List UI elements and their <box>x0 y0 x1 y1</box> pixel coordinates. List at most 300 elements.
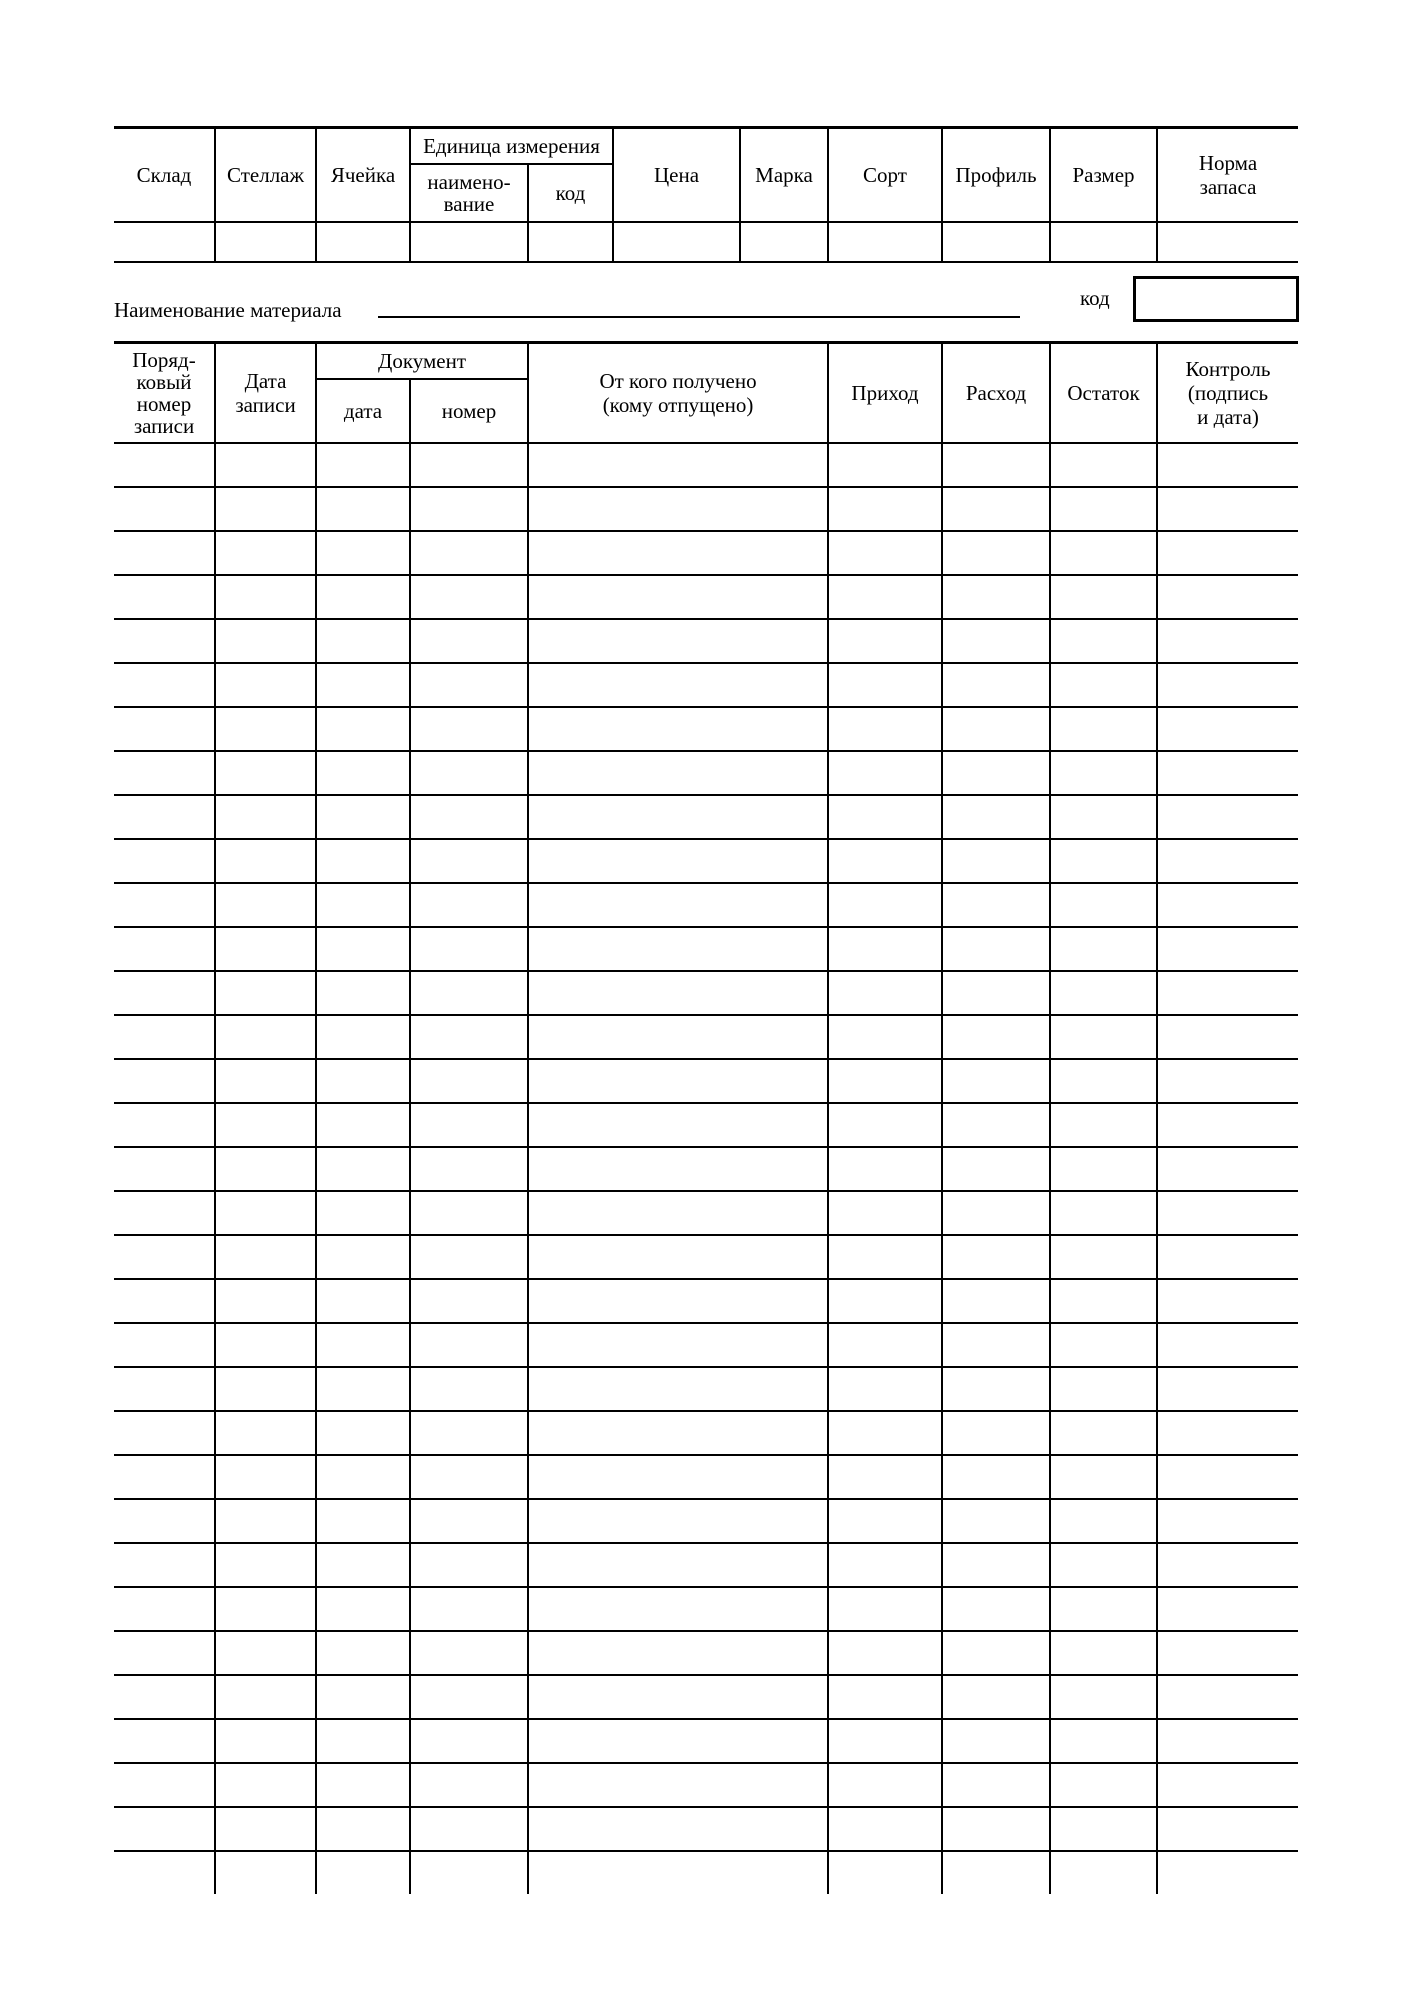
cell-income[interactable] <box>828 1631 942 1675</box>
cell-entry-date[interactable] <box>215 1763 316 1807</box>
cell-control[interactable] <box>1157 1235 1298 1279</box>
cell-entry-date[interactable] <box>215 1367 316 1411</box>
cell-doc-number[interactable] <box>410 795 528 839</box>
cell-control[interactable] <box>1157 707 1298 751</box>
cell-from-to[interactable] <box>528 1367 828 1411</box>
cell-control[interactable] <box>1157 1807 1298 1851</box>
cell-doc-date[interactable] <box>316 883 410 927</box>
cell-expense[interactable] <box>942 751 1050 795</box>
cell-doc-date[interactable] <box>316 1367 410 1411</box>
cell-size[interactable] <box>1050 222 1157 262</box>
cell-from-to[interactable] <box>528 1543 828 1587</box>
cell-seq-no[interactable] <box>114 839 215 883</box>
cell-unit-code[interactable] <box>528 222 613 262</box>
cell-balance[interactable] <box>1050 1631 1157 1675</box>
cell-entry-date[interactable] <box>215 487 316 531</box>
cell-seq-no[interactable] <box>114 1103 215 1147</box>
cell-entry-date[interactable] <box>215 575 316 619</box>
cell-entry-date[interactable] <box>215 1279 316 1323</box>
cell-balance[interactable] <box>1050 1015 1157 1059</box>
cell-control[interactable] <box>1157 751 1298 795</box>
cell-income[interactable] <box>828 751 942 795</box>
cell-doc-number[interactable] <box>410 1763 528 1807</box>
cell-doc-date[interactable] <box>316 751 410 795</box>
cell-control[interactable] <box>1157 1147 1298 1191</box>
cell-entry-date[interactable] <box>215 1499 316 1543</box>
cell-income[interactable] <box>828 1235 942 1279</box>
cell-doc-number[interactable] <box>410 1411 528 1455</box>
cell-from-to[interactable] <box>528 1147 828 1191</box>
cell-expense[interactable] <box>942 1499 1050 1543</box>
cell-from-to[interactable] <box>528 1059 828 1103</box>
cell-from-to[interactable] <box>528 1191 828 1235</box>
cell-doc-date[interactable] <box>316 1719 410 1763</box>
cell-control[interactable] <box>1157 531 1298 575</box>
cell-mark[interactable] <box>740 222 828 262</box>
cell-balance[interactable] <box>1050 927 1157 971</box>
cell-seq-no[interactable] <box>114 663 215 707</box>
cell-seq-no[interactable] <box>114 707 215 751</box>
cell-doc-date[interactable] <box>316 1103 410 1147</box>
cell-expense[interactable] <box>942 1367 1050 1411</box>
cell-seq-no[interactable] <box>114 1059 215 1103</box>
cell-from-to[interactable] <box>528 971 828 1015</box>
cell-seq-no[interactable] <box>114 927 215 971</box>
cell-seq-no[interactable] <box>114 1279 215 1323</box>
cell-entry-date[interactable] <box>215 707 316 751</box>
cell-doc-number[interactable] <box>410 1631 528 1675</box>
cell-income[interactable] <box>828 1323 942 1367</box>
cell-from-to[interactable] <box>528 1851 828 1894</box>
cell-seq-no[interactable] <box>114 1455 215 1499</box>
cell-doc-number[interactable] <box>410 1323 528 1367</box>
cell-income[interactable] <box>828 1807 942 1851</box>
cell-control[interactable] <box>1157 1499 1298 1543</box>
cell-income[interactable] <box>828 1675 942 1719</box>
cell-doc-date[interactable] <box>316 1015 410 1059</box>
cell-control[interactable] <box>1157 1851 1298 1894</box>
cell-seq-no[interactable] <box>114 1367 215 1411</box>
cell-entry-date[interactable] <box>215 839 316 883</box>
cell-income[interactable] <box>828 1411 942 1455</box>
cell-expense[interactable] <box>942 883 1050 927</box>
cell-doc-date[interactable] <box>316 1543 410 1587</box>
cell-seq-no[interactable] <box>114 1851 215 1894</box>
cell-income[interactable] <box>828 1279 942 1323</box>
cell-entry-date[interactable] <box>215 1543 316 1587</box>
cell-income[interactable] <box>828 1147 942 1191</box>
cell-doc-date[interactable] <box>316 1147 410 1191</box>
cell-doc-number[interactable] <box>410 1059 528 1103</box>
cell-balance[interactable] <box>1050 839 1157 883</box>
cell-doc-date[interactable] <box>316 1763 410 1807</box>
cell-income[interactable] <box>828 1191 942 1235</box>
cell-expense[interactable] <box>942 1631 1050 1675</box>
cell-entry-date[interactable] <box>215 1675 316 1719</box>
cell-doc-number[interactable] <box>410 1543 528 1587</box>
cell-balance[interactable] <box>1050 1059 1157 1103</box>
cell-doc-number[interactable] <box>410 707 528 751</box>
cell-doc-number[interactable] <box>410 1587 528 1631</box>
cell-doc-number[interactable] <box>410 927 528 971</box>
cell-expense[interactable] <box>942 663 1050 707</box>
cell-expense[interactable] <box>942 1059 1050 1103</box>
cell-seq-no[interactable] <box>114 751 215 795</box>
cell-seq-no[interactable] <box>114 1411 215 1455</box>
cell-balance[interactable] <box>1050 971 1157 1015</box>
cell-income[interactable] <box>828 971 942 1015</box>
cell-entry-date[interactable] <box>215 927 316 971</box>
cell-income[interactable] <box>828 1103 942 1147</box>
cell-balance[interactable] <box>1050 1455 1157 1499</box>
cell-doc-number[interactable] <box>410 1807 528 1851</box>
cell-seq-no[interactable] <box>114 487 215 531</box>
cell-entry-date[interactable] <box>215 1015 316 1059</box>
cell-expense[interactable] <box>942 1455 1050 1499</box>
cell-income[interactable] <box>828 883 942 927</box>
cell-control[interactable] <box>1157 443 1298 487</box>
cell-doc-number[interactable] <box>410 531 528 575</box>
cell-seq-no[interactable] <box>114 1631 215 1675</box>
cell-from-to[interactable] <box>528 1103 828 1147</box>
cell-expense[interactable] <box>942 1411 1050 1455</box>
cell-from-to[interactable] <box>528 1015 828 1059</box>
cell-control[interactable] <box>1157 1015 1298 1059</box>
cell-balance[interactable] <box>1050 1763 1157 1807</box>
cell-balance[interactable] <box>1050 1191 1157 1235</box>
cell-control[interactable] <box>1157 1719 1298 1763</box>
cell-from-to[interactable] <box>528 619 828 663</box>
cell-income[interactable] <box>828 1851 942 1894</box>
cell-seq-no[interactable] <box>114 443 215 487</box>
cell-income[interactable] <box>828 1059 942 1103</box>
cell-expense[interactable] <box>942 1587 1050 1631</box>
cell-doc-date[interactable] <box>316 1059 410 1103</box>
cell-doc-date[interactable] <box>316 1851 410 1894</box>
cell-income[interactable] <box>828 443 942 487</box>
cell-doc-date[interactable] <box>316 1411 410 1455</box>
cell-seq-no[interactable] <box>114 1499 215 1543</box>
cell-entry-date[interactable] <box>215 1851 316 1894</box>
cell-doc-number[interactable] <box>410 619 528 663</box>
cell-entry-date[interactable] <box>215 1235 316 1279</box>
cell-doc-date[interactable] <box>316 1631 410 1675</box>
cell-control[interactable] <box>1157 1103 1298 1147</box>
cell-control[interactable] <box>1157 1455 1298 1499</box>
cell-from-to[interactable] <box>528 1631 828 1675</box>
material-name-field[interactable] <box>378 316 1020 318</box>
cell-balance[interactable] <box>1050 1103 1157 1147</box>
cell-doc-date[interactable] <box>316 707 410 751</box>
cell-control[interactable] <box>1157 1411 1298 1455</box>
cell-expense[interactable] <box>942 1675 1050 1719</box>
cell-seq-no[interactable] <box>114 619 215 663</box>
cell-control[interactable] <box>1157 487 1298 531</box>
cell-entry-date[interactable] <box>215 1631 316 1675</box>
cell-doc-date[interactable] <box>316 663 410 707</box>
cell-seq-no[interactable] <box>114 795 215 839</box>
cell-control[interactable] <box>1157 1367 1298 1411</box>
cell-expense[interactable] <box>942 1807 1050 1851</box>
cell-control[interactable] <box>1157 1543 1298 1587</box>
cell-doc-date[interactable] <box>316 971 410 1015</box>
cell-doc-date[interactable] <box>316 795 410 839</box>
cell-entry-date[interactable] <box>215 883 316 927</box>
cell-profile[interactable] <box>942 222 1050 262</box>
cell-doc-number[interactable] <box>410 971 528 1015</box>
cell-doc-date[interactable] <box>316 1675 410 1719</box>
cell-expense[interactable] <box>942 1191 1050 1235</box>
cell-seq-no[interactable] <box>114 1807 215 1851</box>
cell-expense[interactable] <box>942 1015 1050 1059</box>
cell-stellazh[interactable] <box>215 222 316 262</box>
cell-doc-date[interactable] <box>316 1235 410 1279</box>
cell-entry-date[interactable] <box>215 1587 316 1631</box>
cell-stock-norm[interactable] <box>1157 222 1298 262</box>
cell-expense[interactable] <box>942 1235 1050 1279</box>
cell-seq-no[interactable] <box>114 531 215 575</box>
cell-from-to[interactable] <box>528 1235 828 1279</box>
cell-doc-date[interactable] <box>316 927 410 971</box>
cell-from-to[interactable] <box>528 795 828 839</box>
cell-seq-no[interactable] <box>114 1675 215 1719</box>
cell-doc-number[interactable] <box>410 751 528 795</box>
cell-sort[interactable] <box>828 222 942 262</box>
cell-seq-no[interactable] <box>114 1015 215 1059</box>
cell-income[interactable] <box>828 839 942 883</box>
cell-control[interactable] <box>1157 1631 1298 1675</box>
cell-from-to[interactable] <box>528 663 828 707</box>
cell-from-to[interactable] <box>528 1455 828 1499</box>
cell-entry-date[interactable] <box>215 1807 316 1851</box>
cell-from-to[interactable] <box>528 1763 828 1807</box>
cell-entry-date[interactable] <box>215 1323 316 1367</box>
cell-income[interactable] <box>828 531 942 575</box>
cell-income[interactable] <box>828 1015 942 1059</box>
cell-entry-date[interactable] <box>215 1103 316 1147</box>
cell-from-to[interactable] <box>528 1279 828 1323</box>
cell-balance[interactable] <box>1050 1807 1157 1851</box>
cell-balance[interactable] <box>1050 883 1157 927</box>
cell-doc-date[interactable] <box>316 1323 410 1367</box>
cell-from-to[interactable] <box>528 1675 828 1719</box>
cell-balance[interactable] <box>1050 1675 1157 1719</box>
cell-entry-date[interactable] <box>215 531 316 575</box>
cell-from-to[interactable] <box>528 1499 828 1543</box>
cell-from-to[interactable] <box>528 1411 828 1455</box>
cell-seq-no[interactable] <box>114 971 215 1015</box>
cell-balance[interactable] <box>1050 1279 1157 1323</box>
cell-seq-no[interactable] <box>114 1191 215 1235</box>
cell-seq-no[interactable] <box>114 1323 215 1367</box>
cell-balance[interactable] <box>1050 1543 1157 1587</box>
cell-expense[interactable] <box>942 707 1050 751</box>
cell-balance[interactable] <box>1050 1499 1157 1543</box>
cell-income[interactable] <box>828 1543 942 1587</box>
cell-expense[interactable] <box>942 971 1050 1015</box>
cell-income[interactable] <box>828 1587 942 1631</box>
cell-entry-date[interactable] <box>215 795 316 839</box>
cell-doc-date[interactable] <box>316 443 410 487</box>
cell-from-to[interactable] <box>528 707 828 751</box>
cell-doc-date[interactable] <box>316 1279 410 1323</box>
cell-seq-no[interactable] <box>114 1235 215 1279</box>
cell-entry-date[interactable] <box>215 1455 316 1499</box>
cell-balance[interactable] <box>1050 707 1157 751</box>
cell-from-to[interactable] <box>528 751 828 795</box>
cell-entry-date[interactable] <box>215 1147 316 1191</box>
cell-yacheyka[interactable] <box>316 222 410 262</box>
cell-doc-number[interactable] <box>410 1367 528 1411</box>
cell-control[interactable] <box>1157 795 1298 839</box>
cell-control[interactable] <box>1157 1763 1298 1807</box>
cell-doc-date[interactable] <box>316 487 410 531</box>
cell-doc-date[interactable] <box>316 1499 410 1543</box>
material-code-field[interactable] <box>1133 276 1299 322</box>
cell-control[interactable] <box>1157 839 1298 883</box>
cell-control[interactable] <box>1157 1587 1298 1631</box>
cell-doc-date[interactable] <box>316 531 410 575</box>
cell-expense[interactable] <box>942 443 1050 487</box>
cell-seq-no[interactable] <box>114 1763 215 1807</box>
cell-control[interactable] <box>1157 971 1298 1015</box>
cell-control[interactable] <box>1157 1191 1298 1235</box>
cell-income[interactable] <box>828 795 942 839</box>
cell-doc-number[interactable] <box>410 1279 528 1323</box>
cell-income[interactable] <box>828 927 942 971</box>
cell-seq-no[interactable] <box>114 1719 215 1763</box>
cell-doc-number[interactable] <box>410 1235 528 1279</box>
cell-balance[interactable] <box>1050 795 1157 839</box>
cell-doc-number[interactable] <box>410 1455 528 1499</box>
cell-entry-date[interactable] <box>215 971 316 1015</box>
cell-expense[interactable] <box>942 927 1050 971</box>
cell-income[interactable] <box>828 619 942 663</box>
cell-expense[interactable] <box>942 1279 1050 1323</box>
cell-control[interactable] <box>1157 927 1298 971</box>
cell-entry-date[interactable] <box>215 443 316 487</box>
cell-seq-no[interactable] <box>114 575 215 619</box>
cell-doc-number[interactable] <box>410 1147 528 1191</box>
cell-from-to[interactable] <box>528 1587 828 1631</box>
cell-sklad[interactable] <box>114 222 215 262</box>
cell-balance[interactable] <box>1050 1323 1157 1367</box>
cell-expense[interactable] <box>942 1763 1050 1807</box>
cell-doc-number[interactable] <box>410 1851 528 1894</box>
cell-seq-no[interactable] <box>114 1587 215 1631</box>
cell-doc-date[interactable] <box>316 1191 410 1235</box>
cell-seq-no[interactable] <box>114 1147 215 1191</box>
cell-expense[interactable] <box>942 795 1050 839</box>
cell-balance[interactable] <box>1050 1587 1157 1631</box>
cell-from-to[interactable] <box>528 927 828 971</box>
cell-entry-date[interactable] <box>215 1059 316 1103</box>
cell-income[interactable] <box>828 663 942 707</box>
cell-control[interactable] <box>1157 575 1298 619</box>
cell-from-to[interactable] <box>528 575 828 619</box>
cell-income[interactable] <box>828 1763 942 1807</box>
cell-expense[interactable] <box>942 619 1050 663</box>
cell-income[interactable] <box>828 1719 942 1763</box>
cell-balance[interactable] <box>1050 1367 1157 1411</box>
cell-entry-date[interactable] <box>215 751 316 795</box>
cell-balance[interactable] <box>1050 751 1157 795</box>
cell-balance[interactable] <box>1050 1719 1157 1763</box>
cell-doc-number[interactable] <box>410 1675 528 1719</box>
cell-income[interactable] <box>828 707 942 751</box>
cell-price[interactable] <box>613 222 740 262</box>
cell-balance[interactable] <box>1050 663 1157 707</box>
cell-control[interactable] <box>1157 663 1298 707</box>
cell-control[interactable] <box>1157 619 1298 663</box>
cell-seq-no[interactable] <box>114 883 215 927</box>
cell-from-to[interactable] <box>528 531 828 575</box>
cell-entry-date[interactable] <box>215 1191 316 1235</box>
cell-entry-date[interactable] <box>215 1719 316 1763</box>
cell-expense[interactable] <box>942 531 1050 575</box>
cell-entry-date[interactable] <box>215 663 316 707</box>
cell-doc-number[interactable] <box>410 1103 528 1147</box>
cell-unit-name[interactable] <box>410 222 528 262</box>
cell-balance[interactable] <box>1050 1147 1157 1191</box>
cell-balance[interactable] <box>1050 443 1157 487</box>
cell-income[interactable] <box>828 575 942 619</box>
cell-doc-number[interactable] <box>410 1015 528 1059</box>
cell-control[interactable] <box>1157 1675 1298 1719</box>
cell-from-to[interactable] <box>528 487 828 531</box>
cell-balance[interactable] <box>1050 1235 1157 1279</box>
cell-balance[interactable] <box>1050 1851 1157 1894</box>
cell-from-to[interactable] <box>528 1807 828 1851</box>
cell-from-to[interactable] <box>528 443 828 487</box>
cell-seq-no[interactable] <box>114 1543 215 1587</box>
cell-expense[interactable] <box>942 1719 1050 1763</box>
cell-expense[interactable] <box>942 1323 1050 1367</box>
cell-income[interactable] <box>828 1455 942 1499</box>
cell-control[interactable] <box>1157 1279 1298 1323</box>
cell-expense[interactable] <box>942 487 1050 531</box>
cell-doc-number[interactable] <box>410 839 528 883</box>
cell-doc-date[interactable] <box>316 619 410 663</box>
cell-control[interactable] <box>1157 883 1298 927</box>
cell-income[interactable] <box>828 1499 942 1543</box>
cell-doc-date[interactable] <box>316 839 410 883</box>
cell-from-to[interactable] <box>528 883 828 927</box>
cell-expense[interactable] <box>942 575 1050 619</box>
cell-income[interactable] <box>828 487 942 531</box>
cell-expense[interactable] <box>942 1147 1050 1191</box>
cell-doc-number[interactable] <box>410 663 528 707</box>
cell-expense[interactable] <box>942 839 1050 883</box>
cell-doc-date[interactable] <box>316 1455 410 1499</box>
cell-doc-date[interactable] <box>316 575 410 619</box>
cell-expense[interactable] <box>942 1103 1050 1147</box>
cell-balance[interactable] <box>1050 575 1157 619</box>
cell-income[interactable] <box>828 1367 942 1411</box>
cell-balance[interactable] <box>1050 619 1157 663</box>
cell-doc-number[interactable] <box>410 443 528 487</box>
cell-from-to[interactable] <box>528 839 828 883</box>
cell-entry-date[interactable] <box>215 619 316 663</box>
cell-doc-number[interactable] <box>410 487 528 531</box>
cell-control[interactable] <box>1157 1059 1298 1103</box>
cell-control[interactable] <box>1157 1323 1298 1367</box>
cell-expense[interactable] <box>942 1543 1050 1587</box>
cell-from-to[interactable] <box>528 1323 828 1367</box>
cell-doc-date[interactable] <box>316 1587 410 1631</box>
cell-entry-date[interactable] <box>215 1411 316 1455</box>
cell-doc-date[interactable] <box>316 1807 410 1851</box>
